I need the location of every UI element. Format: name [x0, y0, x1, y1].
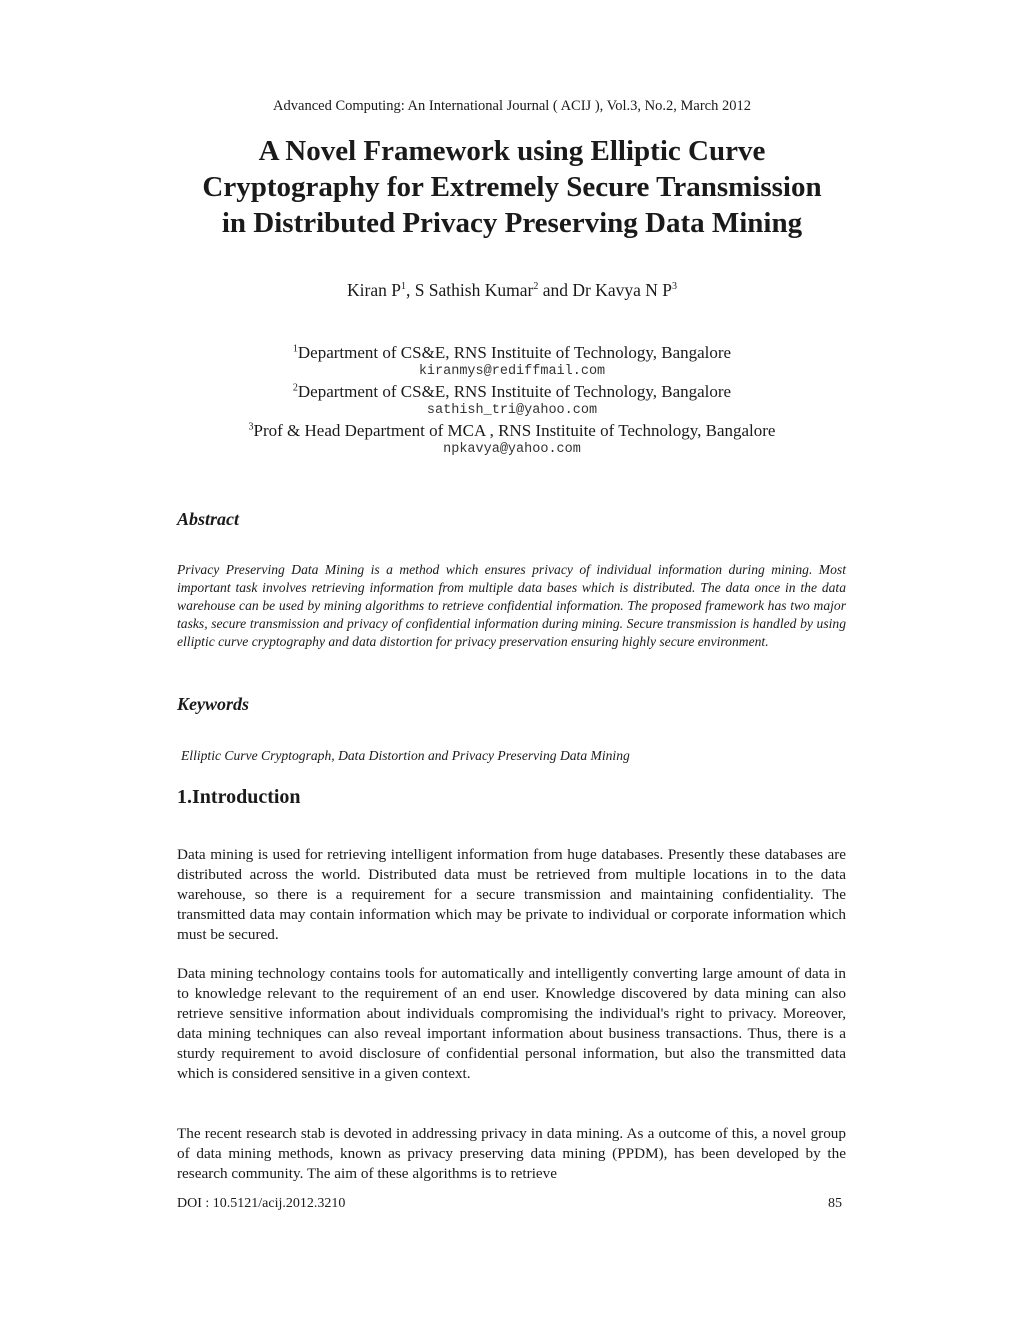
- author-sup-1: 1: [400, 281, 406, 293]
- intro-paragraph-2: Data mining technology contains tools for automatically and intelligently converting large amount of data in to knowledge relevant to the requirement of an end user. Knowledge discovered by data mining can also retrieve sensitive information about individuals compromising the individual's right to privacy. Moreover, data mining techniques can also reveal important information about business transactions. Thus, there is a sturdy requirement to avoid disclosure of confidential personal information, but also the transmitted data which is considered sensitive in a given context.: [177, 965, 846, 1082]
- email-2: sathish_tri@yahoo.com: [426, 403, 598, 418]
- affiliations: [0, 342, 1024, 459]
- author-sup-2: 2: [533, 281, 539, 293]
- author-name-2: , S Sathish Kumar: [405, 280, 534, 300]
- keywords-text: Elliptic Curve Cryptograph, Data Distortion and Privacy Preserving Data Mining: [181, 748, 630, 763]
- keywords-heading: Keywords: [177, 694, 249, 714]
- abstract-heading: Abstract: [177, 509, 240, 529]
- email-3: npkavya@yahoo.com: [443, 442, 581, 457]
- introduction-heading: 1.Introduction: [177, 786, 301, 808]
- title-line-2: Cryptography for Extremely Secure Transmission: [202, 171, 822, 203]
- footer-doi: DOI : 10.5121/acij.2012.3210: [177, 1196, 346, 1211]
- affiliation-3: [0, 420, 1024, 441]
- author-list: [0, 280, 1024, 301]
- author-name-1: Kiran P: [347, 280, 401, 300]
- title-line-3: in Distributed Privacy Preserving Data Mining: [221, 207, 803, 239]
- title-line-1: A Novel Framework using Elliptic Curve: [258, 135, 766, 167]
- affiliation-sup-2: 2: [292, 382, 298, 394]
- paper-title: [120, 133, 904, 241]
- affiliation-text-1: Department of CS&E, RNS Instituite of Technology, Bangalore: [297, 343, 732, 362]
- intro-paragraph-3: The recent research stab is devoted in addressing privacy in data mining. As a outcome of this, a novel group of data mining methods, known as privacy preserving data mining (PPDM), has been developed by the research community. The aim of these algorithms is to retrieve: [177, 1125, 846, 1182]
- affiliation-text-3: Prof & Head Department of MCA , RNS Instituite of Technology, Bangalore: [253, 421, 776, 440]
- affiliation-text-2: Department of CS&E, RNS Instituite of Technology, Bangalore: [297, 382, 732, 401]
- author-name-3: and Dr Kavya N P: [538, 280, 672, 300]
- affiliation-sup-3: 3: [248, 421, 254, 433]
- page-number: 85: [828, 1196, 842, 1211]
- affiliation-sup-1: 1: [292, 343, 298, 355]
- abstract-text: Privacy Preserving Data Mining is a method which ensures privacy of individual information during mining. Most important task involves retrieving information from multiple data bases which is distributed. The data once in the data warehouse can be used by mining algorithms to retrieve confidential information. The proposed framework has two major tasks, secure transmission and privacy of confidential information during mining. Secure transmission is handled by using elliptic curve cryptography and data distortion for privacy preservation ensuring highly secure environment.: [177, 562, 846, 649]
- intro-paragraph-1: Data mining is used for retrieving intelligent information from huge databases. Presently these databases are distributed across the world. Distributed data must be retrieved from multiple locations in to the data warehouse, so there is a requirement for a secure transmission and maintaining confidentiality. The transmitted data may contain information which may be private to individual or corporate information which must be secured.: [177, 846, 846, 943]
- affiliation-2: [0, 381, 1024, 402]
- journal-header: Advanced Computing: An International Journal ( ACIJ ), Vol.3, No.2, March 2012: [273, 98, 751, 114]
- email-1: kiranmys@rediffmail.com: [418, 364, 606, 379]
- affiliation-1: [0, 342, 1024, 363]
- author-sup-3: 3: [671, 281, 677, 293]
